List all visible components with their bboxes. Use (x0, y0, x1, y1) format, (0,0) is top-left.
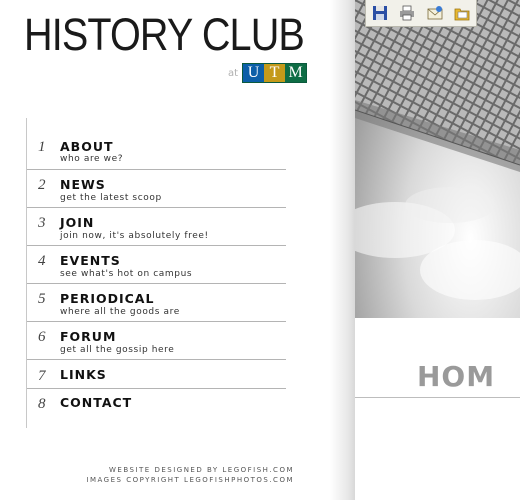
nav-number: 2 (38, 177, 46, 193)
content-panel (355, 0, 520, 500)
nav-number: 8 (38, 396, 46, 412)
nav-label: FORUM (60, 329, 117, 344)
nav-label: ABOUT (60, 139, 114, 154)
building-photo (355, 0, 520, 318)
nav-number: 4 (38, 253, 46, 269)
site-title: HISTORY CLUB (24, 9, 304, 60)
image-credit-link[interactable]: IMAGES COPYRIGHT LEGOFISHPHOTOS.COM (86, 476, 294, 484)
nav-number: 7 (38, 368, 46, 384)
designer-credit-link[interactable]: WEBSITE DESIGNED BY LEGOFISH.COM (109, 466, 294, 474)
nav-sub: see what's hot on campus (60, 269, 193, 279)
panel-divider (330, 0, 355, 500)
heading-rule (355, 397, 520, 398)
nav-item-events[interactable] (27, 246, 286, 284)
nav-item-join[interactable] (27, 208, 286, 246)
nav-sub: get all the gossip here (60, 345, 175, 355)
main-nav (26, 118, 287, 428)
nav-sub: where all the goods are (60, 307, 180, 317)
utm-logo-letter-u: U (243, 64, 264, 82)
nav-label: NEWS (60, 177, 106, 192)
nav-label: CONTACT (60, 395, 133, 410)
folder-icon[interactable] (453, 4, 471, 22)
print-icon[interactable] (398, 4, 416, 22)
nav-label: JOIN (60, 215, 95, 230)
nav-item-forum[interactable] (27, 322, 286, 360)
utm-logo-letter-m: M (285, 64, 306, 82)
page-heading: HOM (417, 360, 496, 393)
mail-icon[interactable] (426, 4, 444, 22)
nav-item-links[interactable] (27, 360, 286, 389)
nav-number: 3 (38, 215, 46, 231)
nav-sub: get the latest scoop (60, 193, 162, 203)
nav-sub: who are we? (60, 154, 124, 164)
nav-number: 6 (38, 329, 46, 345)
nav-number: 1 (38, 139, 46, 155)
image-toolbar (365, 0, 477, 27)
save-icon[interactable] (371, 4, 389, 22)
nav-item-periodical[interactable] (27, 284, 286, 322)
nav-sub: join now, it's absolutely free! (60, 231, 209, 241)
nav-label: LINKS (60, 367, 107, 382)
utm-logo-letter-t: T (264, 64, 285, 82)
nav-item-contact[interactable] (27, 389, 286, 417)
nav-item-news[interactable] (27, 170, 286, 208)
nav-item-about[interactable] (27, 134, 286, 170)
utm-logo[interactable] (242, 63, 307, 83)
at-label: at (228, 67, 239, 79)
nav-number: 5 (38, 291, 46, 307)
nav-label: PERIODICAL (60, 291, 155, 306)
nav-label: EVENTS (60, 253, 121, 268)
credits (86, 465, 294, 485)
affiliation (228, 63, 307, 83)
